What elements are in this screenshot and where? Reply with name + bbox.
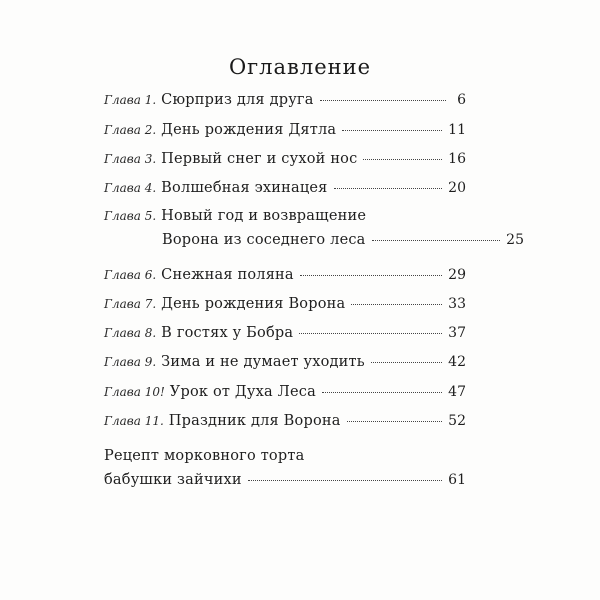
chapter-number: Глава 4. — [104, 181, 157, 195]
toc-entry-10[interactable] — [104, 384, 466, 408]
dot-leader — [351, 304, 442, 305]
chapter-number: Глава 8. — [104, 326, 157, 340]
toc-entry-6[interactable] — [104, 267, 466, 291]
toc-entry-recipe[interactable] — [104, 448, 466, 496]
page-number: 16 — [448, 151, 466, 167]
dot-leader — [342, 130, 442, 131]
page-number: 42 — [448, 354, 466, 370]
toc-entry-2[interactable] — [104, 122, 466, 146]
chapter-title-continued: Ворона из соседнего леса — [162, 232, 366, 248]
chapter-title: Новый год и возвращение — [161, 208, 367, 224]
dot-leader — [363, 159, 442, 160]
page-number: 61 — [448, 472, 466, 488]
toc-entry-4[interactable] — [104, 180, 466, 204]
dot-leader — [299, 333, 442, 334]
chapter-number: Глава 3. — [104, 152, 157, 166]
dot-leader — [322, 392, 442, 393]
page-number: 20 — [448, 180, 466, 196]
chapter-title-continued: бабушки зайчихи — [104, 472, 242, 488]
page-number: 47 — [448, 384, 466, 400]
page-number: 52 — [448, 413, 466, 429]
page-number: 37 — [448, 325, 466, 341]
chapter-title: День рождения Ворона — [161, 296, 346, 312]
page-number: 33 — [448, 296, 466, 312]
chapter-title: Рецепт морковного торта — [104, 448, 305, 464]
toc-entry-7[interactable] — [104, 296, 466, 320]
page-number: 25 — [506, 232, 524, 248]
toc-entry-9[interactable] — [104, 354, 466, 378]
chapter-title: Снежная поляна — [161, 267, 294, 283]
chapter-number: Глава 11. — [104, 414, 164, 428]
chapter-title: День рождения Дятла — [161, 122, 337, 138]
toc-entry-8[interactable] — [104, 325, 466, 349]
toc-entry-11[interactable] — [104, 413, 466, 437]
page-number: 6 — [457, 92, 466, 108]
chapter-number: Глава 6. — [104, 268, 157, 282]
dot-leader — [371, 362, 442, 363]
dot-leader — [248, 480, 442, 481]
chapter-title: Зима и не думает уходить — [161, 354, 365, 370]
page-title: Оглавление — [228, 55, 372, 79]
dot-leader — [347, 421, 443, 422]
chapter-title: Первый снег и сухой нос — [161, 151, 358, 167]
toc-entry-5[interactable] — [104, 208, 524, 256]
dot-leader — [372, 240, 501, 241]
chapter-title: В гостях у Бобра — [161, 325, 294, 341]
chapter-number: Глава 10! — [104, 385, 165, 399]
dot-leader — [334, 188, 443, 189]
chapter-number: Глава 1. — [104, 93, 157, 107]
chapter-title: Сюрприз для друга — [161, 92, 314, 108]
page-number: 29 — [448, 267, 466, 283]
chapter-number: Глава 5. — [104, 209, 157, 223]
chapter-title: Волшебная эхинацея — [161, 180, 328, 196]
toc-entry-3[interactable] — [104, 151, 466, 175]
page-number: 11 — [448, 122, 466, 138]
chapter-number: Глава 2. — [104, 123, 157, 137]
chapter-title: Урок от Духа Леса — [169, 384, 316, 400]
dot-leader — [320, 100, 446, 101]
chapter-title: Праздник для Ворона — [168, 413, 341, 429]
dot-leader — [300, 275, 442, 276]
chapter-number: Глава 9. — [104, 355, 157, 369]
chapter-number: Глава 7. — [104, 297, 157, 311]
toc-entry-1[interactable] — [104, 92, 466, 116]
